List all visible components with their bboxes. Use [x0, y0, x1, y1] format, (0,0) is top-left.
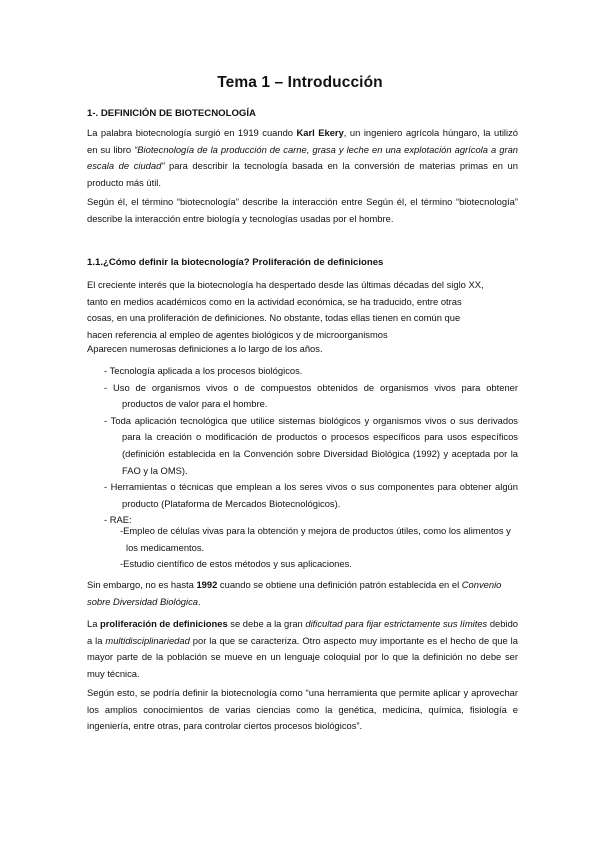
list-item-text: - RAE:: [104, 514, 132, 526]
rae-definitions: [120, 523, 518, 573]
book-title: “Biotecnología de la producción de carne, grasa y leche en una explotación agrícola a gran escala de ciudad”: [87, 143, 519, 172]
list-item: [104, 413, 518, 479]
text-run: .: [198, 595, 201, 607]
section-1-1-heading: 1.1.¿Cómo definir la biotecnología? Proliferación de definiciones: [87, 257, 384, 268]
section-2-paragraph-4: [87, 616, 518, 682]
section-2-paragraph-3: [87, 577, 518, 610]
author-name: Karl Ekery: [296, 127, 344, 138]
list-item-text: - Uso de organismos vivos o de compuestos obtenidos de organismos vivos para obtener productos de valor para el hombre.: [104, 381, 518, 410]
text-run: se debe a la gran: [227, 618, 306, 629]
section-2-paragraph-2: Aparecen numerosas definiciones a lo largo de los años.: [87, 343, 323, 354]
paragraph-line: tanto en medios académicos como en la actividad económica, se ha traducido, entre otras: [87, 295, 462, 307]
paragraph-text: Según esto, se podría definir la biotecnología como “una herramienta que permite aplicar y aprovechar los amplios conocimientos de varias ciencias como la genética, medicina, química, fisiología e ingeniería, entre otras, para controlar ciertos procesos biológicos”.: [87, 687, 518, 732]
text-run: cuando se obtiene una definición patrón establecida en el: [217, 579, 462, 590]
list-item: [104, 479, 518, 512]
italic-phrase: dificultad para fijar estrictamente sus límites: [305, 618, 488, 629]
text-run: La: [87, 618, 101, 629]
section-1-heading: 1-. DEFINICIÓN DE BIOTECNOLOGÍA: [87, 108, 256, 119]
italic-term: multidisciplinariedad: [105, 634, 190, 646]
convention-name: Convenio sobre Diversidad Biológica: [87, 579, 502, 607]
bold-term: proliferación de definiciones: [100, 618, 228, 629]
list-item: [104, 363, 518, 380]
list-item: -Estudio científico de estos métodos y sus aplicaciones.: [120, 558, 352, 570]
paragraph-line: hacen referencia al empleo de agentes biológicos y de microorganismos: [87, 328, 388, 340]
text-run: debido a la: [87, 618, 518, 646]
paragraph-line: El creciente interés que la biotecnología ha despertado desde las últimas décadas del siglo XX,: [87, 279, 484, 290]
page-title: Tema 1 – Introducción: [217, 74, 383, 91]
list-item: -Empleo de células vivas para la obtención y mejora de productos útiles, como los alimentos y los medicamentos.: [120, 525, 511, 553]
text-run: para describir la tecnología basada en la conversión de materias primas en un producto más útil.: [87, 160, 518, 188]
section-2-paragraph-5: [87, 685, 518, 735]
text-run: por la que se caracteriza. Otro aspecto muy importante es el hecho de que la mayor parte de la población se mueve en un lenguaje coloquial por lo que la definición no debe ser muy técnica.: [87, 634, 518, 679]
definitions-list: [104, 363, 518, 529]
section-1-paragraph-2: [87, 194, 518, 227]
list-item-text: - Herramientas o técnicas que emplean a los seres vivos o sus componentes para obtener algún producto (Plataforma de Mercados Biotecnológicos).: [104, 481, 518, 509]
text-run: , un ingeniero agrícola húngaro, la utilizó en su libro: [87, 127, 518, 155]
year-highlight: 1992: [196, 579, 218, 590]
list-item: [104, 380, 518, 413]
paragraph-text: Según él, el término “biotecnología” describe la interacción entre Según él, el término “biotecnología” describe la interacción entre biología y tecnologías usadas por el hombre.: [87, 196, 518, 224]
text-run: La palabra biotecnología surgió en 1919 cuando: [87, 127, 297, 138]
paragraph-line: cosas, en una proliferación de definiciones. No obstante, todas ellas tienen en común que: [87, 312, 461, 324]
list-item-text: - Tecnología aplicada a los procesos biológicos.: [104, 365, 303, 376]
list-item-text: - Toda aplicación tecnológica que utilice sistemas biológicos y organismos vivos o sus derivados para la creación o modificación de productos o procesos específicos para usos específicos (definición establecida en la Convención sobre Diversidad Biológica (1992) y aceptada por la FAO y la OMS).: [104, 414, 518, 476]
section-1-paragraph-1: [87, 125, 518, 191]
section-2-paragraph-1: [87, 277, 527, 343]
text-run: Sin embargo, no es hasta: [87, 579, 197, 590]
